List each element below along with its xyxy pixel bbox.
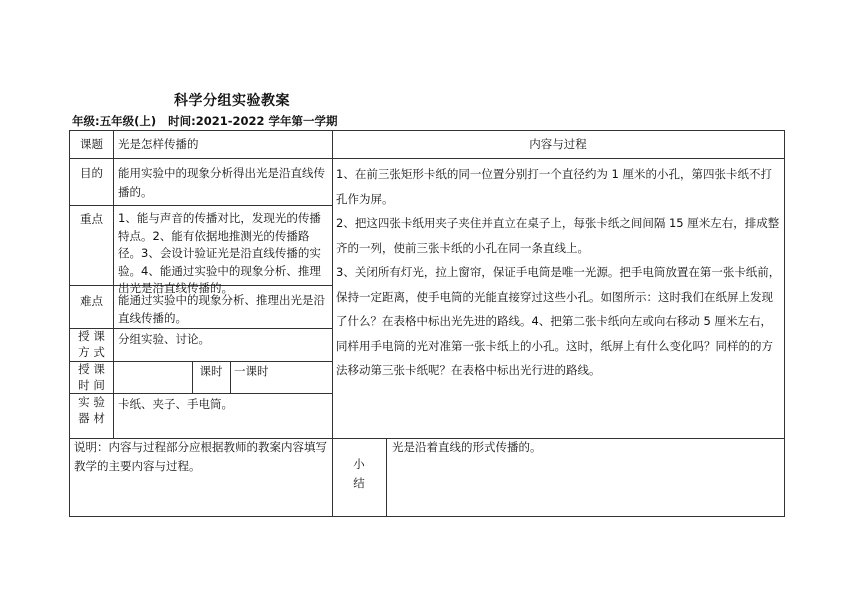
- goal-label: 目的: [80, 166, 103, 180]
- topic-value: 光是怎样传播的: [118, 137, 199, 151]
- method-label: [70, 328, 113, 360]
- method-value: 分组实验、讨论。: [118, 332, 210, 346]
- materials-label-line-2: 器 材: [78, 411, 105, 425]
- method-label-line-1: 授 课: [78, 329, 105, 343]
- key-points-label: 重点: [80, 212, 103, 226]
- hours-label-line-1: 授 课: [78, 362, 105, 376]
- summary-text: 光是沿着直线的形式传播的。: [392, 440, 542, 454]
- materials-label-line-1: 实 验: [78, 395, 105, 409]
- hours-value: 一课时: [234, 364, 269, 378]
- topic-label: 课题: [80, 137, 103, 151]
- difficulty-label: 难点: [80, 294, 103, 308]
- note-text: 说明：内容与过程部分应根据教师的教案内容填写教学的主要内容与过程。: [74, 440, 327, 473]
- summary-label-line-1: 小: [353, 457, 365, 471]
- summary-label: [332, 455, 386, 493]
- method-label-line-2: 方 式: [78, 345, 105, 359]
- goal-value: 能用实验中的现象分析得出光是沿直线传播的。: [118, 166, 325, 199]
- content-header: 内容与过程: [529, 137, 587, 151]
- grade-text: 年级:五年级(上): [72, 114, 157, 128]
- materials-label: [70, 394, 113, 426]
- lesson-plan-table: [69, 130, 785, 517]
- document-meta: [72, 113, 338, 129]
- hours-sub-label: 课时: [199, 364, 223, 378]
- summary-label-line-2: 结: [353, 476, 365, 490]
- document-title: 科学分组实验教案: [174, 93, 290, 109]
- hours-label: [70, 361, 113, 393]
- materials-value: 卡纸、夹子、手电筒。: [118, 397, 233, 411]
- hours-label-line-2: 时 间: [78, 378, 105, 392]
- key-points-value: 1、能与声音的传播对比，发现光的传播特点。2、能有依据地推测光的传播路径。3、会设计验证光是沿直线传播的实验。4、能通过实验中的现象分析、推理出光是沿直线传播的。: [118, 211, 321, 295]
- difficulty-value: 能通过实验中的现象分析、推理出光是沿直线传播的。: [118, 293, 325, 325]
- time-text: 时间:2021-2022 学年第一学期: [168, 114, 338, 128]
- process-content: 1、在前三张矩形卡纸的同一位置分别打一个直径约为 1 厘米的小孔，第四张卡纸不打孔作为屏。 2、把这四张卡纸用夹子夹住并直立在桌子上，每张卡纸之间间隔 15 厘米左右，排成整齐的一列，使前三张卡纸的小孔在同一条直线上。 3、关闭所有灯光，拉上窗帘，保证手电筒是唯一光源。把手电筒放置在第一张卡纸前，保持一定距离，使手电筒的光能直接穿过这些小孔。如图所示：这时我们在纸屏上发现了什么？在表格中标出光先进的路线。4、把第二张卡纸向左或向右移动 5 厘米左右，同样用手电筒的光对准第一张卡纸上的小孔。这时，纸屏上有什么变化吗？同样的的方法移动第三张卡纸呢？在表格中标出光行进的路线。: [336, 167, 781, 377]
